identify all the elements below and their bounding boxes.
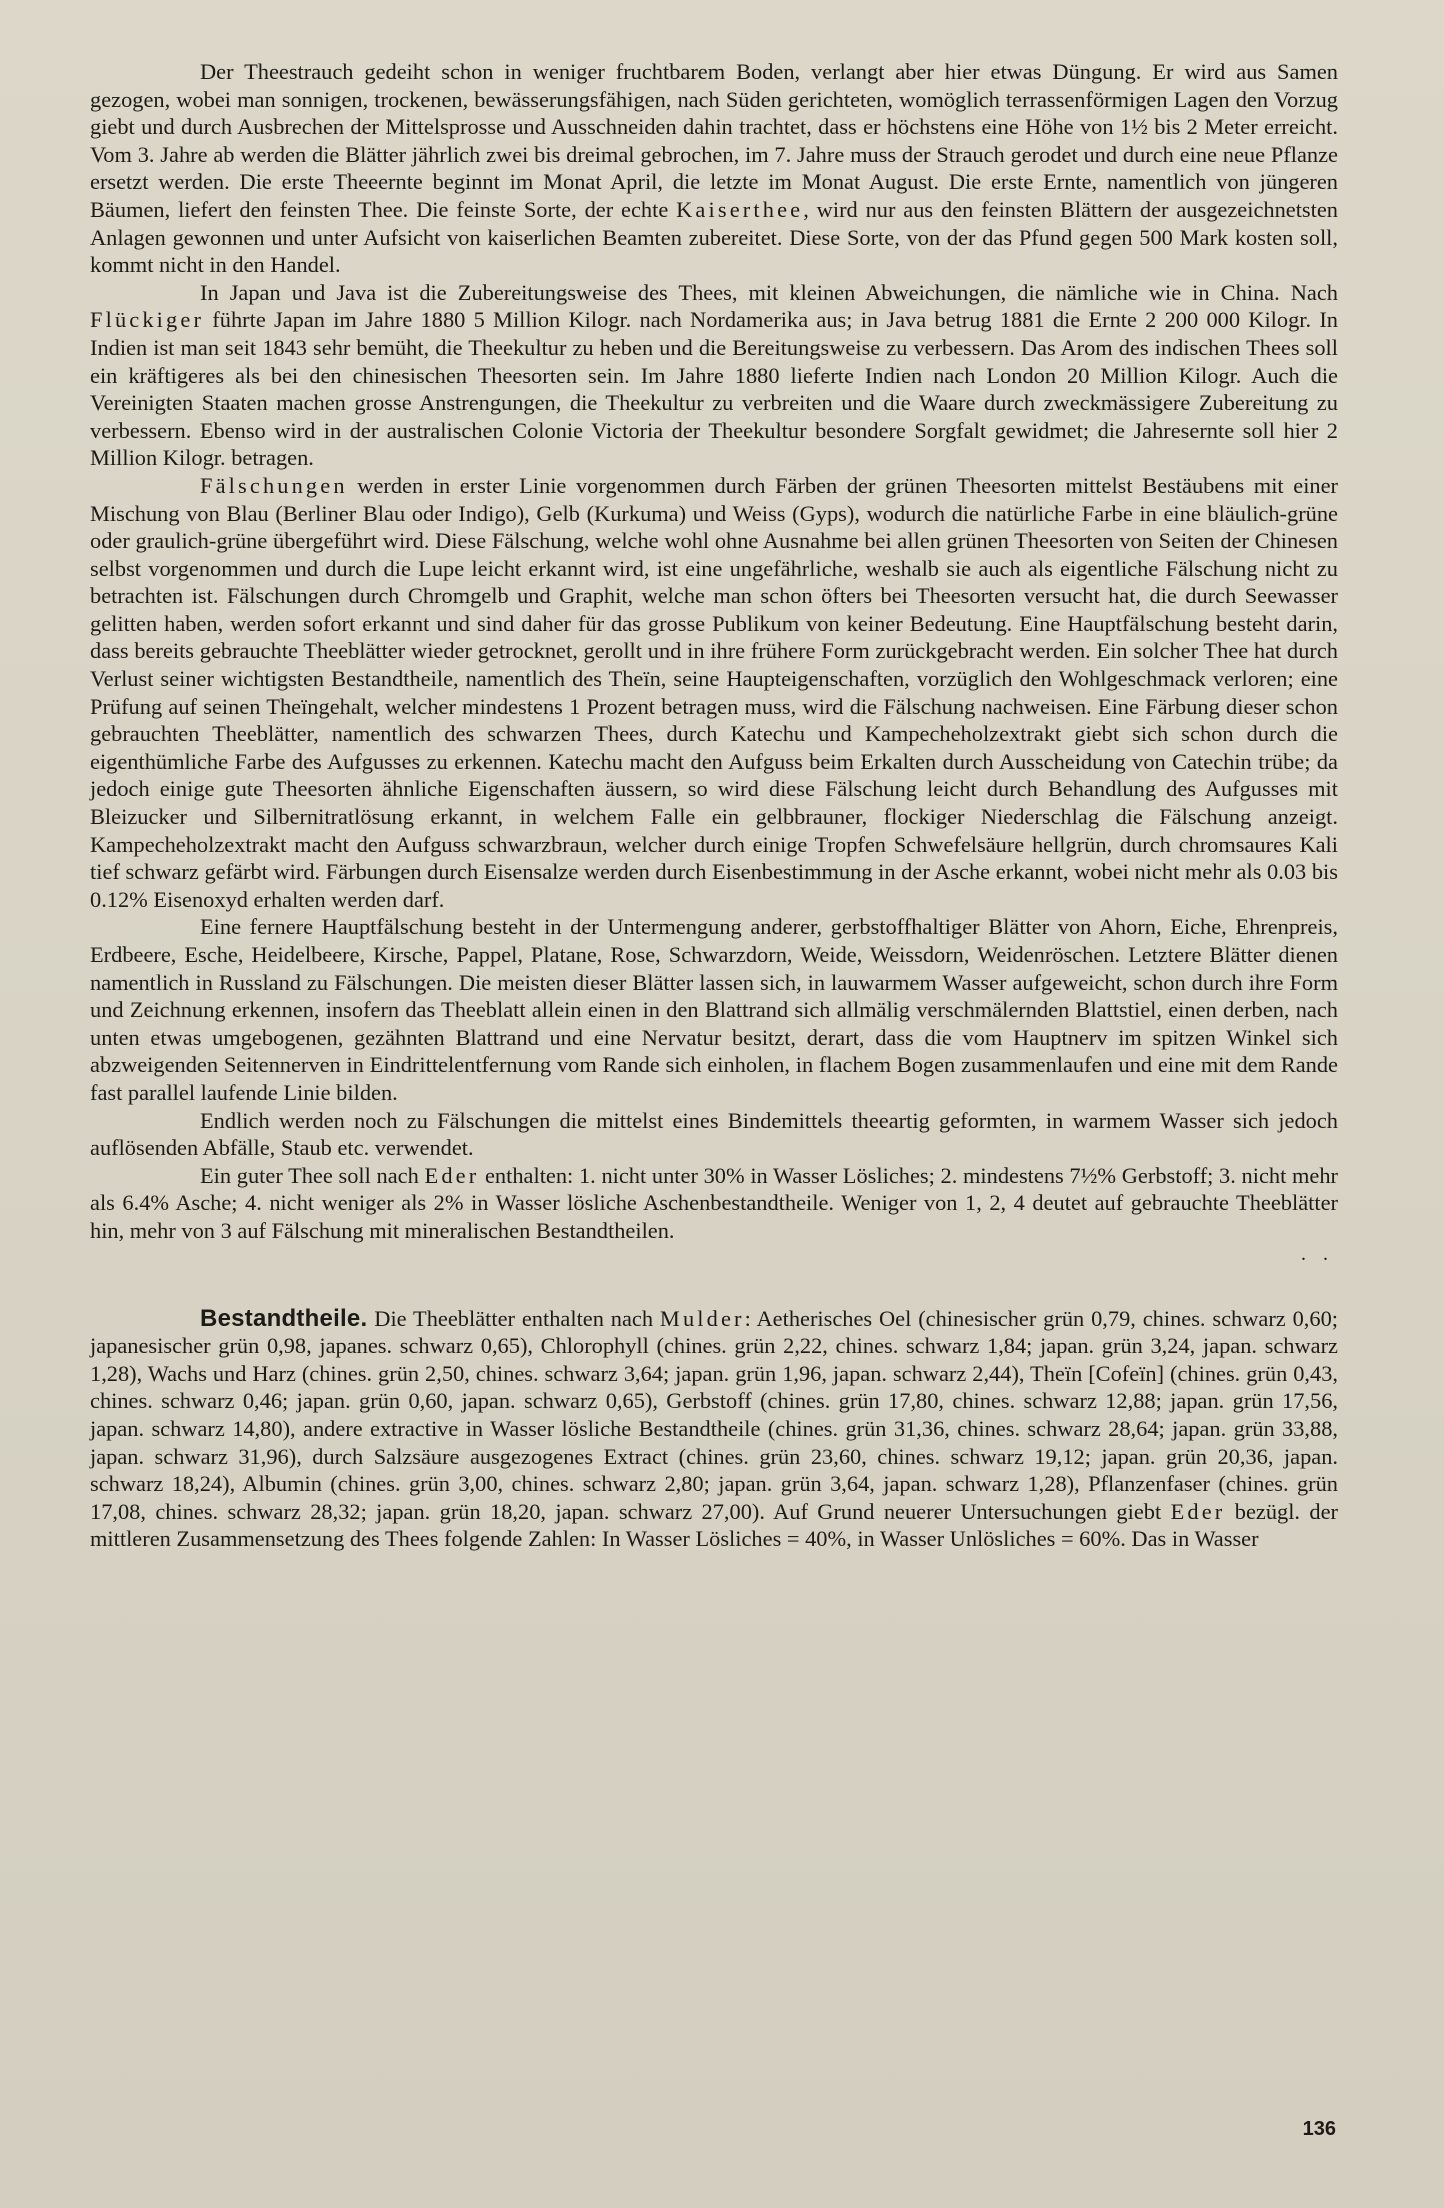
text-run: Endlich werden noch zu Fälschungen die mittelst eines Bindemittels theeartig geformten, in warmem Wasser sich jedoch auflösenden Abfälle, Staub etc. verwendet.	[90, 1107, 1338, 1161]
paragraph-japan-java	[90, 279, 1338, 472]
text-run: Eine fernere Hauptfälschung besteht in der Untermengung anderer, gerbstoffhaltiger Blätter von Ahorn, Eiche, Ehrenpreis, Erdbeere, Esche, Heidelbeere, Kirsche, Pappel, Platane, Rose, Schwarzdorn, Weide, Weissdorn, Weidenröschen. Letztere Blätter dienen namentlich in Russland zu Fälschungen. Die meisten dieser Blätter lassen sich, in lauwarmem Wasser aufgeweicht, schon durch ihre Form und Zeichnung erkennen, insofern das Theeblatt allein einen in den Blattrand sich allmälig verschmälernden Blattstiel, einen derben, nach unten etwas umgebogenen, gezähnten Blattrand und eine Nervatur besitzt, derart, dass die vom Hauptnerv im spitzen Winkel sich abzweigenden Seitennerven in Eindrittelentfernung vom Rande sich einholen, in flachem Bogen zusammenlaufen und eine mit dem Rande fast parallel laufende Linie bilden.	[90, 914, 1338, 1105]
text-run: Der Theestrauch gedeiht schon in weniger fruchtbarem Boden, verlangt aber hier etwas Düngung. Er wird aus Samen gezogen, wobei man sonnigen, trockenen, bewässerungsfähigen, nach Süden gerichteten, womöglich terrassenförmigen Lagen den Vorzug giebt und durch Ausbrechen der Mittelsprosse und Ausschneiden dahin trachtet, dass er höchstens eine Höhe von 1½ bis 2 Meter erreicht. Vom 3. Jahre ab werden die Blätter jährlich zwei bis dreimal gebrochen, im 7. Jahre muss der Strauch gerodet und durch eine neue Pflanze ersetzt werden. Die erste Theeernte beginnt im Monat April, die letzte im Monat August. Die erste Ernte, namentlich von jüngeren Bäumen, liefert den feinsten Thee. Die feinste Sorte, der echte	[90, 59, 1338, 222]
text-run: : Aetherisches Oel (chinesischer grün 0,79, chines. schwarz 0,60; japanesischer grün 0,98, japanes. schwarz 0,65), Chlorophyll (chines. grün 2,22, chines. schwarz 1,84; japan. grün 3,24, japan. schwarz 1,28), Wachs und Harz (chines. grün 2,50, chines. schwarz 3,64; japan. grün 1,96, japan. schwarz 2,44), Theïn [Cofeïn] (chines. grün 0,43, chines. schwarz 0,46; japan. grün 0,60, japan. schwarz 0,65), Gerbstoff (chines. grün 17,80, chines. schwarz 12,88; japan. grün 17,56, japan. schwarz 14,80), andere extractive in Wasser lösliche Bestandtheile (chines. grün 31,36, chines. schwarz 28,64; japan. grün 33,88, japan. schwarz 31,96), durch Salzsäure ausgezogenes Extract (chines. grün 23,60, chines. schwarz 19,12; japan. grün 20,36, japan. schwarz 18,24), Albumin (chines. grün 3,00, chines. schwarz 2,80; japan. grün 3,64, japan. schwarz 1,28), Pflanzenfaser (chines. grün 17,08, chines. schwarz 28,32; japan. grün 18,20, japan. schwarz 27,00). Auf Grund neuerer Untersuchungen giebt	[90, 1305, 1338, 1524]
spaced-term: Fälschungen	[200, 472, 348, 498]
paragraph-good-tea	[90, 1162, 1338, 1245]
spaced-term: Eder	[424, 1162, 480, 1188]
spaced-term: Eder	[1170, 1498, 1226, 1524]
paragraph-falsification	[90, 472, 1338, 914]
text-run: In Japan und Java ist die Zubereitungsweise des Thees, mit kleinen Abweichungen, die nämliche wie in China. Nach	[200, 279, 1338, 305]
text-run: , wird nur aus den feinsten Blättern der ausgezeichnetsten Anlagen gewonnen und unter Aufsicht von kaiserlichen Beamten zubereitet. Diese Sorte, von der das Pfund gegen 500 Mark kosten soll, kommt nicht in den Handel.	[90, 196, 1338, 278]
paragraph-constituents	[90, 1305, 1338, 1553]
ornament-dots: . .	[1301, 1242, 1334, 1265]
paragraph-binding-agent	[90, 1107, 1338, 1162]
text-run: Ein guter Thee soll nach	[200, 1162, 425, 1188]
spaced-term: Flückiger	[90, 307, 205, 333]
text-run: führte Japan im Jahre 1880 5 Million Kilogr. nach Nordamerika aus; in Java betrug 1881 die Ernte 2 200 000 Kilogr. In Indien ist man seit 1843 sehr bemüht, die Theekultur zu heben und die Bereitungsweise zu verbessern. Das Arom des indischen Thees soll ein kräftigeres als bei den chinesischen Theesorten sein. Im Jahre 1880 lieferte Indien nach London 20 Million Kilogr. Auch die Vereinigten Staaten machen grosse Anstrengungen, die Theekultur zu verbreiten und die Waare durch zweckmässigere Zubereitung zu verbessern. Ebenso wird in der australischen Colonie Victoria der Theekultur besondere Sorgfalt gewidmet; die Jahresernte soll hier 2 Million Kilogr. betragen.	[90, 307, 1338, 471]
page-number: 136	[1302, 2118, 1336, 2140]
section-heading: Bestandtheile.	[200, 1304, 368, 1332]
page-body	[90, 58, 1338, 1553]
spaced-term: Mulder	[659, 1305, 745, 1331]
paragraph-cultivation	[90, 58, 1338, 279]
spaced-term: Kaiserthee	[676, 196, 804, 222]
text-run: enthalten: 1. nicht unter 30% in Wasser Lösliches; 2. mindestens 7½% Gerbstoff; 3. nicht mehr als 6.4% Asche; 4. nicht weniger als 2% in Wasser lösliche Aschenbestandtheile. Weniger von 1, 2, 4 deutet auf gebrauchte Theeblätter hin, mehr von 3 auf Fälschung mit mineralischen Bestandtheilen.	[90, 1162, 1338, 1243]
text-run: werden in erster Linie vorgenommen durch Färben der grünen Theesorten mittelst Bestäubens mit einer Mischung von Blau (Berliner Blau oder Indigo), Gelb (Kurkuma) und Weiss (Gyps), wodurch die natürliche Farbe in eine bläulich-grüne oder graulich-grüne übergeführt wird. Diese Fälschung, welche wohl ohne Ausnahme bei allen grünen Theesorten von Seiten der Chinesen selbst vorgenommen und durch die Lupe leicht erkannt wird, ist eine ungefährliche, weshalb sie auch als eigentliche Fälschung nicht zu betrachten ist. Fälschungen durch Chromgelb und Graphit, welche man schon öfters bei Theesorten versucht hat, die durch Seewasser gelitten haben, werden sofort erkannt und sind daher für das grosse Publikum von keiner Bedeutung. Eine Hauptfälschung besteht darin, dass bereits gebrauchte Theeblätter wieder getrocknet, gerollt und in ihre frühere Form zurückgebracht werden. Ein solcher Thee hat durch Verlust seiner wichtigsten Bestandtheile, namentlich des Theïn, seine Haupteigenschaften, vorzüglich den Wohlgeschmack verloren; eine Prüfung auf seinen Theïngehalt, welcher mindestens 1 Prozent betragen muss, wird die Fälschung nachweisen. Eine Färbung dieser schon gebrauchten Theeblätter, namentlich des schwarzen Thees, durch Katechu und Kampecheholzextrakt giebt sich schon durch die eigenthümliche Farbe des Aufgusses zu erkennen. Katechu macht den Aufguss beim Erkalten durch Ausscheidung von Catechin trübe; da jedoch einige gute Theesorten ähnliche Eigenschaften äussern, so wird diese Fälschung leicht durch Behandlung des Aufgusses mit Bleizucker und Silbernitratlösung erkannt, in welchem Falle ein gelbbrauner, flockiger Niederschlag die Fälschung anzeigt. Kampecheholzextrakt macht den Aufguss schwarzbraun, welcher durch einige Tropfen Schwefelsäure hellgrün, durch chromsaures Kali tief schwarz gefärbt wird. Färbungen durch Eisensalze werden durch Eisenbestimmung in der Asche erkannt, wobei nicht mehr als 0.03 bis 0.12% Eisenoxyd erhalten werden darf.	[90, 472, 1338, 912]
section-bestandtheile	[90, 1305, 1338, 1553]
text-run: bezügl. der mittleren Zusammensetzung des Thees folgende Zahlen: In Wasser Lösliches = 40%, in Wasser Unlösliches = 60%. Das in Wasser	[90, 1498, 1338, 1552]
text-run: Die Theeblätter enthalten nach	[367, 1305, 660, 1331]
paragraph-leaf-admixture	[90, 913, 1338, 1106]
